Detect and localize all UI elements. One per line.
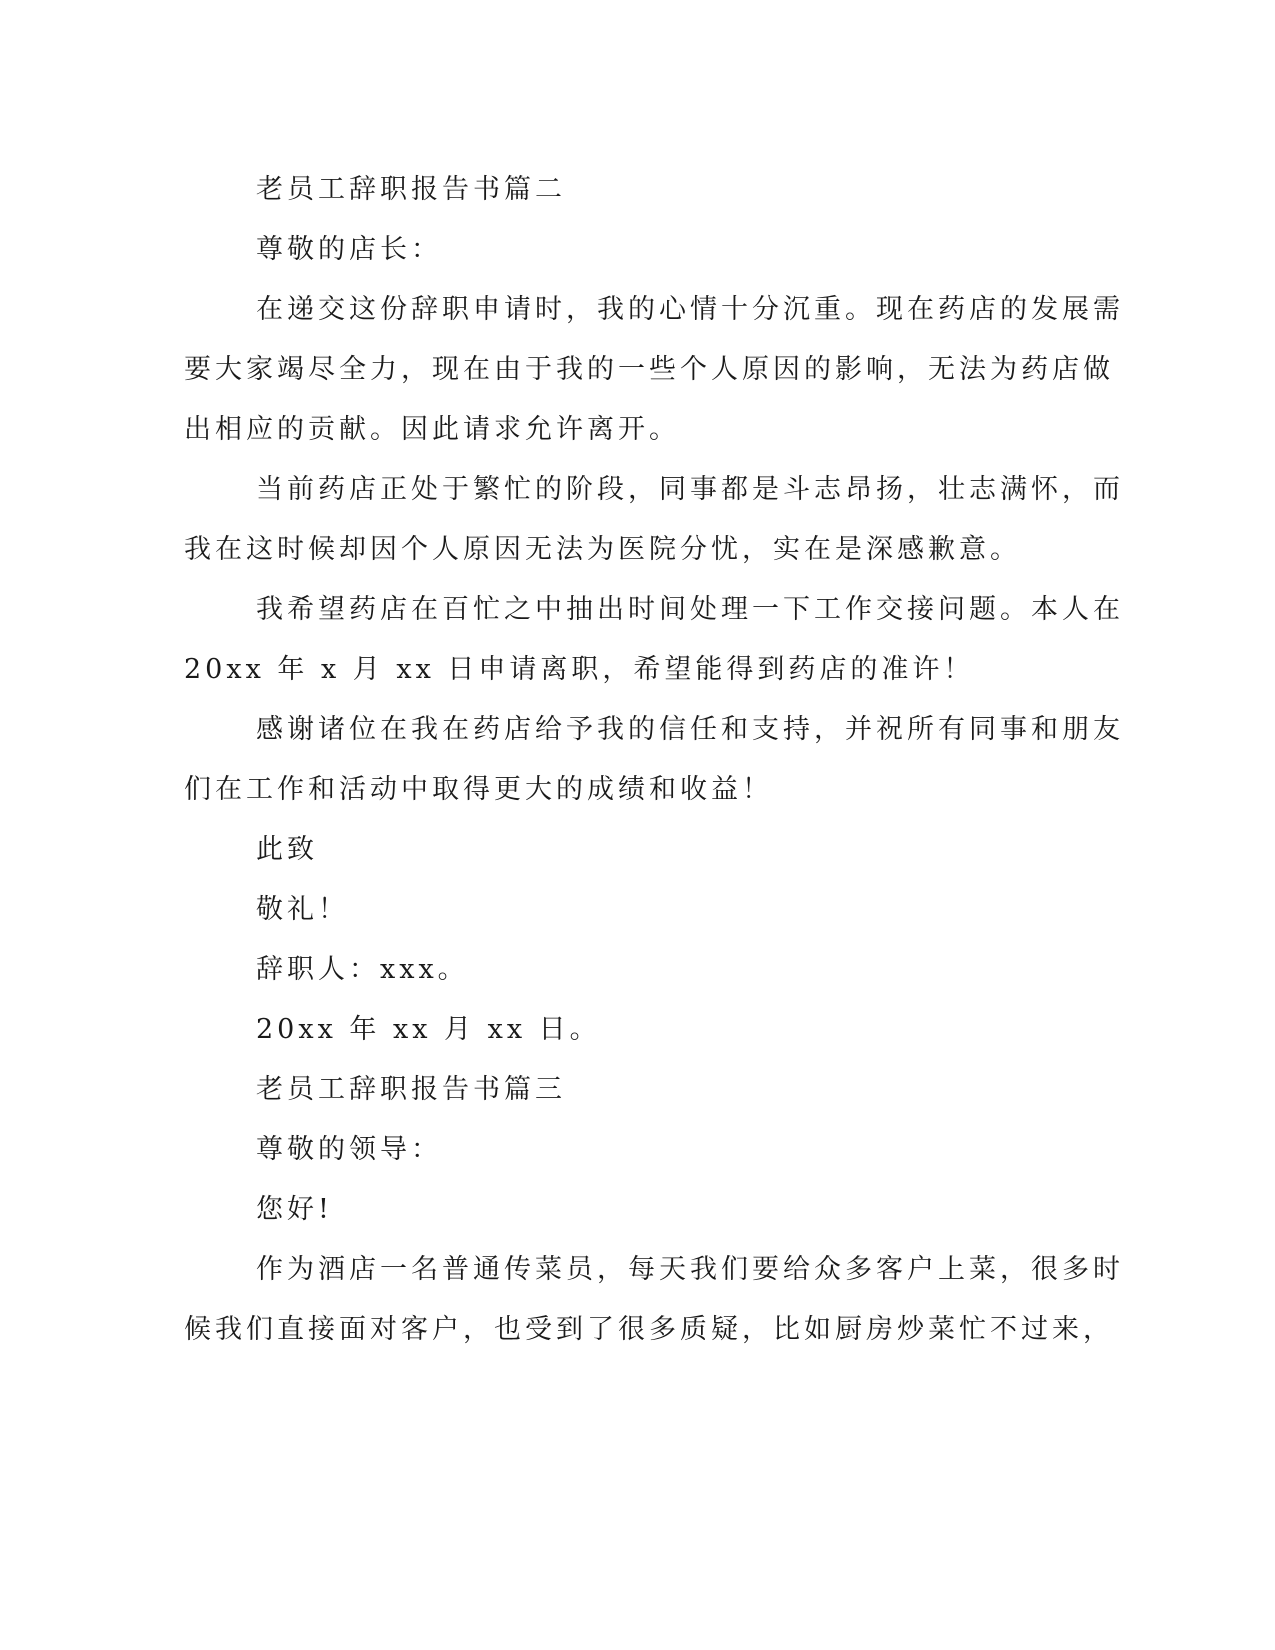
signature-date: 20xx 年 xx 月 xx 日。 (256, 1014, 601, 1045)
paragraph-line: 们在工作和活动中取得更大的成绩和收益！ (184, 774, 773, 805)
paragraph-line: 我希望药店在百忙之中抽出时间处理一下工作交接问题。本人在 (256, 594, 1124, 625)
paragraph-line: 出相应的贡献。因此请求允许离开。 (184, 414, 680, 445)
closing-regards: 敬礼！ (256, 894, 349, 925)
section-title-3: 老员工辞职报告书篇三 (256, 1074, 566, 1105)
paragraph-line: 作为酒店一名普通传菜员，每天我们要给众多客户上菜，很多时 (256, 1254, 1124, 1285)
greeting: 您好! (256, 1194, 333, 1225)
paragraph-line: 候我们直接面对客户，也受到了很多质疑，比如厨房炒菜忙不过来， (184, 1314, 1114, 1345)
salutation-leader: 尊敬的领导： (256, 1134, 442, 1165)
signature-name: 辞职人：xxx。 (256, 954, 469, 985)
paragraph-line: 在递交这份辞职申请时，我的心情十分沉重。现在药店的发展需 (256, 294, 1124, 325)
document-body (184, 160, 1124, 1360)
paragraph-line: 感谢诸位在我在药店给予我的信任和支持，并祝所有同事和朋友 (256, 714, 1124, 745)
paragraph-line: 20xx 年 x 月 xx 日申请离职，希望能得到药店的准许！ (184, 654, 975, 685)
closing-line: 此致 (256, 834, 318, 865)
paragraph-line: 要大家竭尽全力，现在由于我的一些个人原因的影响，无法为药店做 (184, 354, 1114, 385)
section-title-2: 老员工辞职报告书篇二 (256, 174, 566, 205)
salutation-store-manager: 尊敬的店长： (256, 234, 442, 265)
paragraph-line: 当前药店正处于繁忙的阶段，同事都是斗志昂扬，壮志满怀，而 (256, 474, 1124, 505)
paragraph-line: 我在这时候却因个人原因无法为医院分忧，实在是深感歉意。 (184, 534, 1021, 565)
